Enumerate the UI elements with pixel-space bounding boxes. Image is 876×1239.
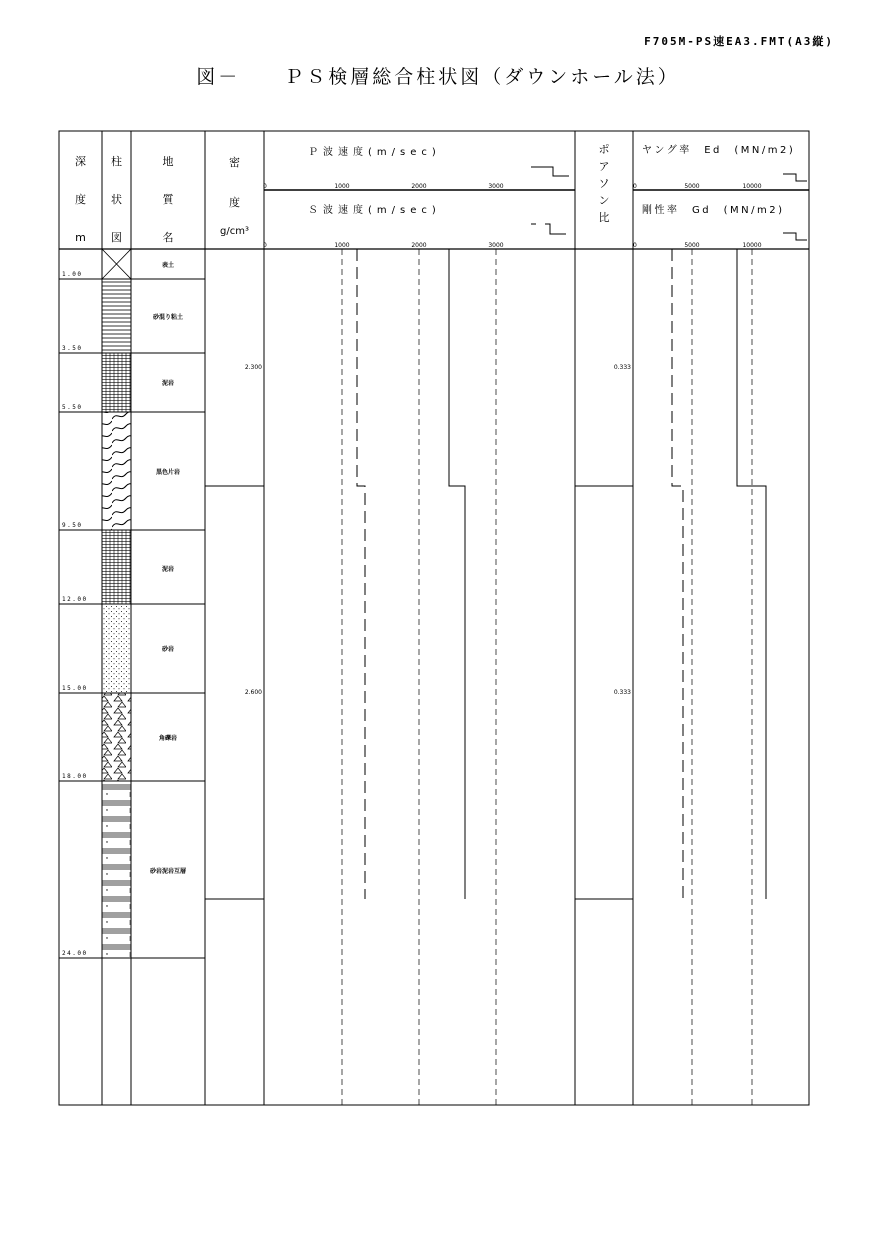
column-header: 柱 状 図 <box>111 155 122 244</box>
shear-tick-label: 0 <box>633 242 637 249</box>
density-value: 2.600 <box>244 689 262 696</box>
geology-name: 黒色片岩 <box>155 469 180 476</box>
young-tick-label: 0 <box>633 183 637 190</box>
young-modulus-label: ヤング率 Ed (MN/m2) <box>642 145 796 156</box>
file-id: F705M-PS速EA3.FMT(A3縦) <box>644 35 834 48</box>
p-wave-label: Ｐ波速度(m/sec) <box>308 147 441 158</box>
s-tick-label: 2000 <box>411 242 427 249</box>
poisson-header: ポ ア ソ ン 比 <box>598 143 610 224</box>
density-value: 2.300 <box>244 364 262 371</box>
geology-name: 泥岩 <box>161 380 174 387</box>
depth-label: 3.50 <box>62 345 83 352</box>
s-tick-label: 1000 <box>334 242 350 249</box>
p-tick-label: 3000 <box>488 183 504 190</box>
density-unit: g/cm³ <box>220 226 249 237</box>
depth-label: 5.50 <box>62 404 83 411</box>
shear-tick-label: 5000 <box>684 242 700 249</box>
geology-name: 砂岩 <box>161 646 174 653</box>
poisson-value: 0.333 <box>613 689 631 696</box>
geology-name: 角礫岩 <box>158 735 177 742</box>
depth-label: 1.00 <box>62 271 83 278</box>
s-tick-label: 3000 <box>488 242 504 249</box>
geology-name: 砂混り粘土 <box>152 314 183 321</box>
depth-header: 深 度 m <box>75 155 86 244</box>
p-tick-label: 1000 <box>334 183 350 190</box>
young-tick-label: 5000 <box>684 183 700 190</box>
density-header: 密 度 <box>229 156 240 209</box>
page-title: 図－ ＰＳ検層総合柱状図（ダウンホール法） <box>196 66 680 88</box>
shear-modulus-label: 剛性率 Gd (MN/m2) <box>642 205 785 216</box>
depth-label: 18.00 <box>62 773 88 780</box>
depth-label: 12.00 <box>62 596 88 603</box>
geology-name: 砂岩泥岩互層 <box>149 868 186 875</box>
geology-name: 泥岩 <box>161 566 174 573</box>
geology-name: 表土 <box>161 262 174 269</box>
poisson-value: 0.333 <box>613 364 631 371</box>
depth-label: 15.00 <box>62 685 88 692</box>
young-tick-label: 10000 <box>742 183 762 190</box>
s-wave-label: Ｓ波速度(m/sec) <box>308 205 441 216</box>
depth-label: 24.00 <box>62 950 88 957</box>
p-tick-label: 2000 <box>411 183 427 190</box>
shear-tick-label: 10000 <box>742 242 762 249</box>
geology-header: 地 質 名 <box>162 155 174 244</box>
s-tick-label: 0 <box>263 242 267 249</box>
p-tick-label: 0 <box>263 183 267 190</box>
depth-label: 9.50 <box>62 522 83 529</box>
